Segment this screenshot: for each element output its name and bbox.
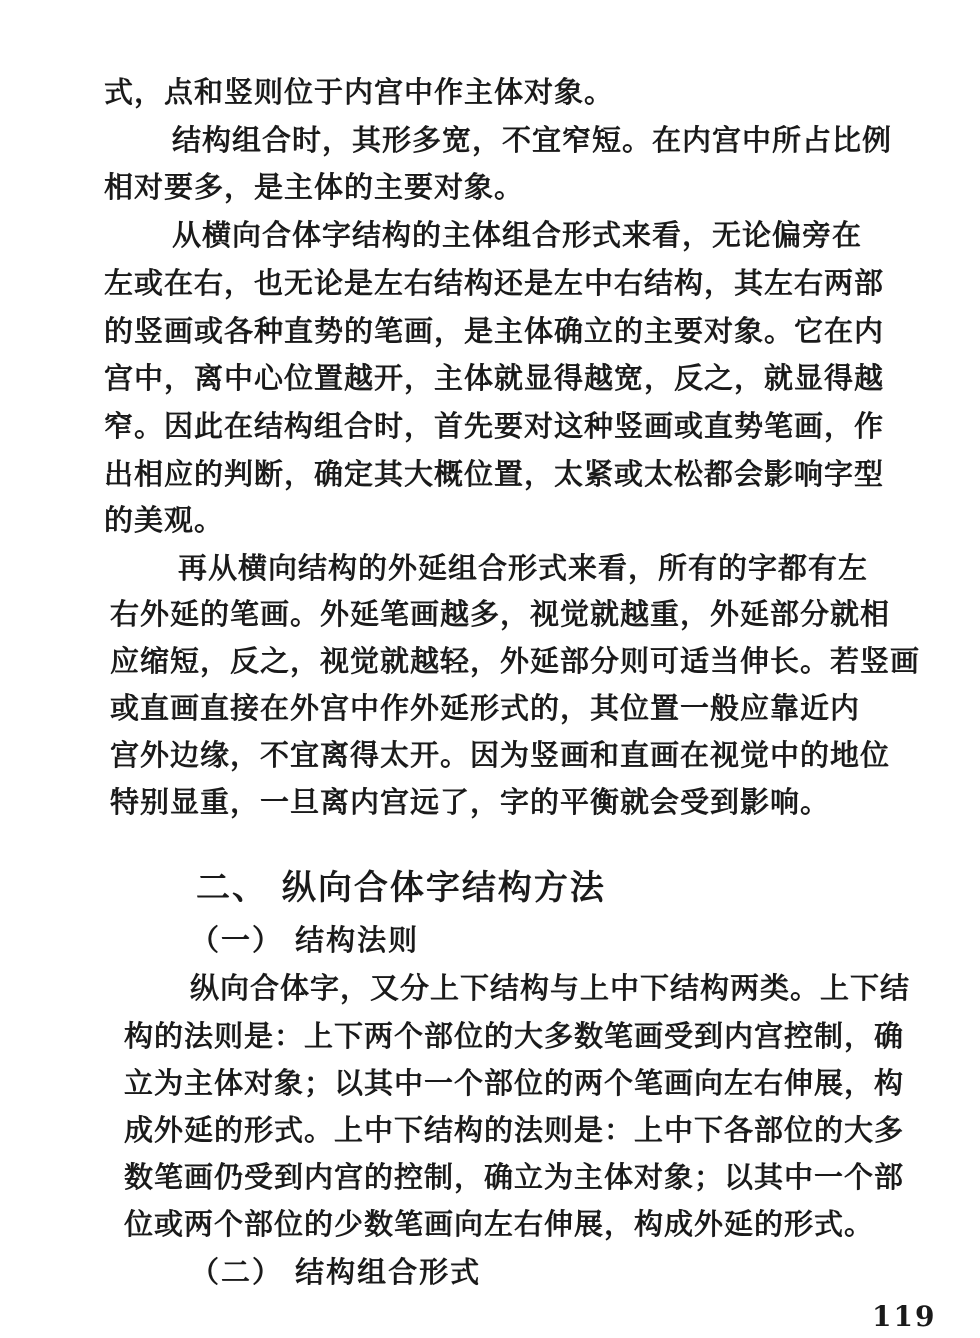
- subheading: （一） 结构法则: [190, 923, 420, 957]
- section-heading: 二、 纵向合体字结构方法: [196, 868, 606, 908]
- text-line: 宫外边缘，不宜离得太开。因为竖画和直画在视觉中的地位: [110, 738, 891, 772]
- text-line: 式，点和竖则位于内宫中作主体对象。: [104, 75, 615, 109]
- text-line: 数笔画仍受到内宫的控制，确立为主体对象；以其中一个部: [124, 1160, 905, 1194]
- text-line: 应缩短，反之，视觉就越轻，外延部分则可适当伸长。若竖画: [110, 644, 921, 678]
- text-line: 再从横向结构的外延组合形式来看，所有的字都有左: [178, 551, 869, 585]
- text-line: 相对要多，是主体的主要对象。: [104, 170, 525, 204]
- text-line: 成外延的形式。上中下结构的法则是：上中下各部位的大多: [124, 1113, 905, 1147]
- text-line: 或直画直接在外宫中作外延形式的，其位置一般应靠近内: [110, 691, 861, 725]
- text-line: 的美观。: [104, 503, 225, 537]
- text-line: 纵向合体字，又分上下结构与上中下结构两类。上下结: [190, 971, 911, 1005]
- subheading: （二） 结构组合形式: [190, 1255, 482, 1289]
- text-line: 从横向合体字结构的主体组合形式来看，无论偏旁在: [172, 218, 863, 252]
- text-line: 结构组合时，其形多宽，不宜窄短。在内宫中所占比例: [172, 123, 893, 157]
- text-line: 出相应的判断，确定其大概位置，太紧或太松都会影响字型: [104, 457, 885, 491]
- text-line: 宫中，离中心位置越开，主体就显得越宽，反之，就显得越: [104, 361, 885, 395]
- text-line: 右外延的笔画。外延笔画越多，视觉就越重，外延部分就相: [110, 597, 891, 631]
- text-line: 构的法则是：上下两个部位的大多数笔画受到内宫控制，确: [124, 1019, 905, 1053]
- text-line: 特别显重，一旦离内宫远了，字的平衡就会受到影响。: [110, 785, 831, 819]
- text-line: 窄。因此在结构组合时，首先要对这种竖画或直势笔画，作: [104, 409, 885, 443]
- text-line: 的竖画或各种直势的笔画，是主体确立的主要对象。它在内: [104, 314, 885, 348]
- page-number: 119: [872, 1300, 937, 1333]
- text-line: 位或两个部位的少数笔画向左右伸展，构成外延的形式。: [124, 1207, 875, 1241]
- text-line: 左或在右，也无论是左右结构还是左中右结构，其左右两部: [104, 266, 885, 300]
- text-line: 立为主体对象；以其中一个部位的两个笔画向左右伸展，构: [124, 1066, 905, 1100]
